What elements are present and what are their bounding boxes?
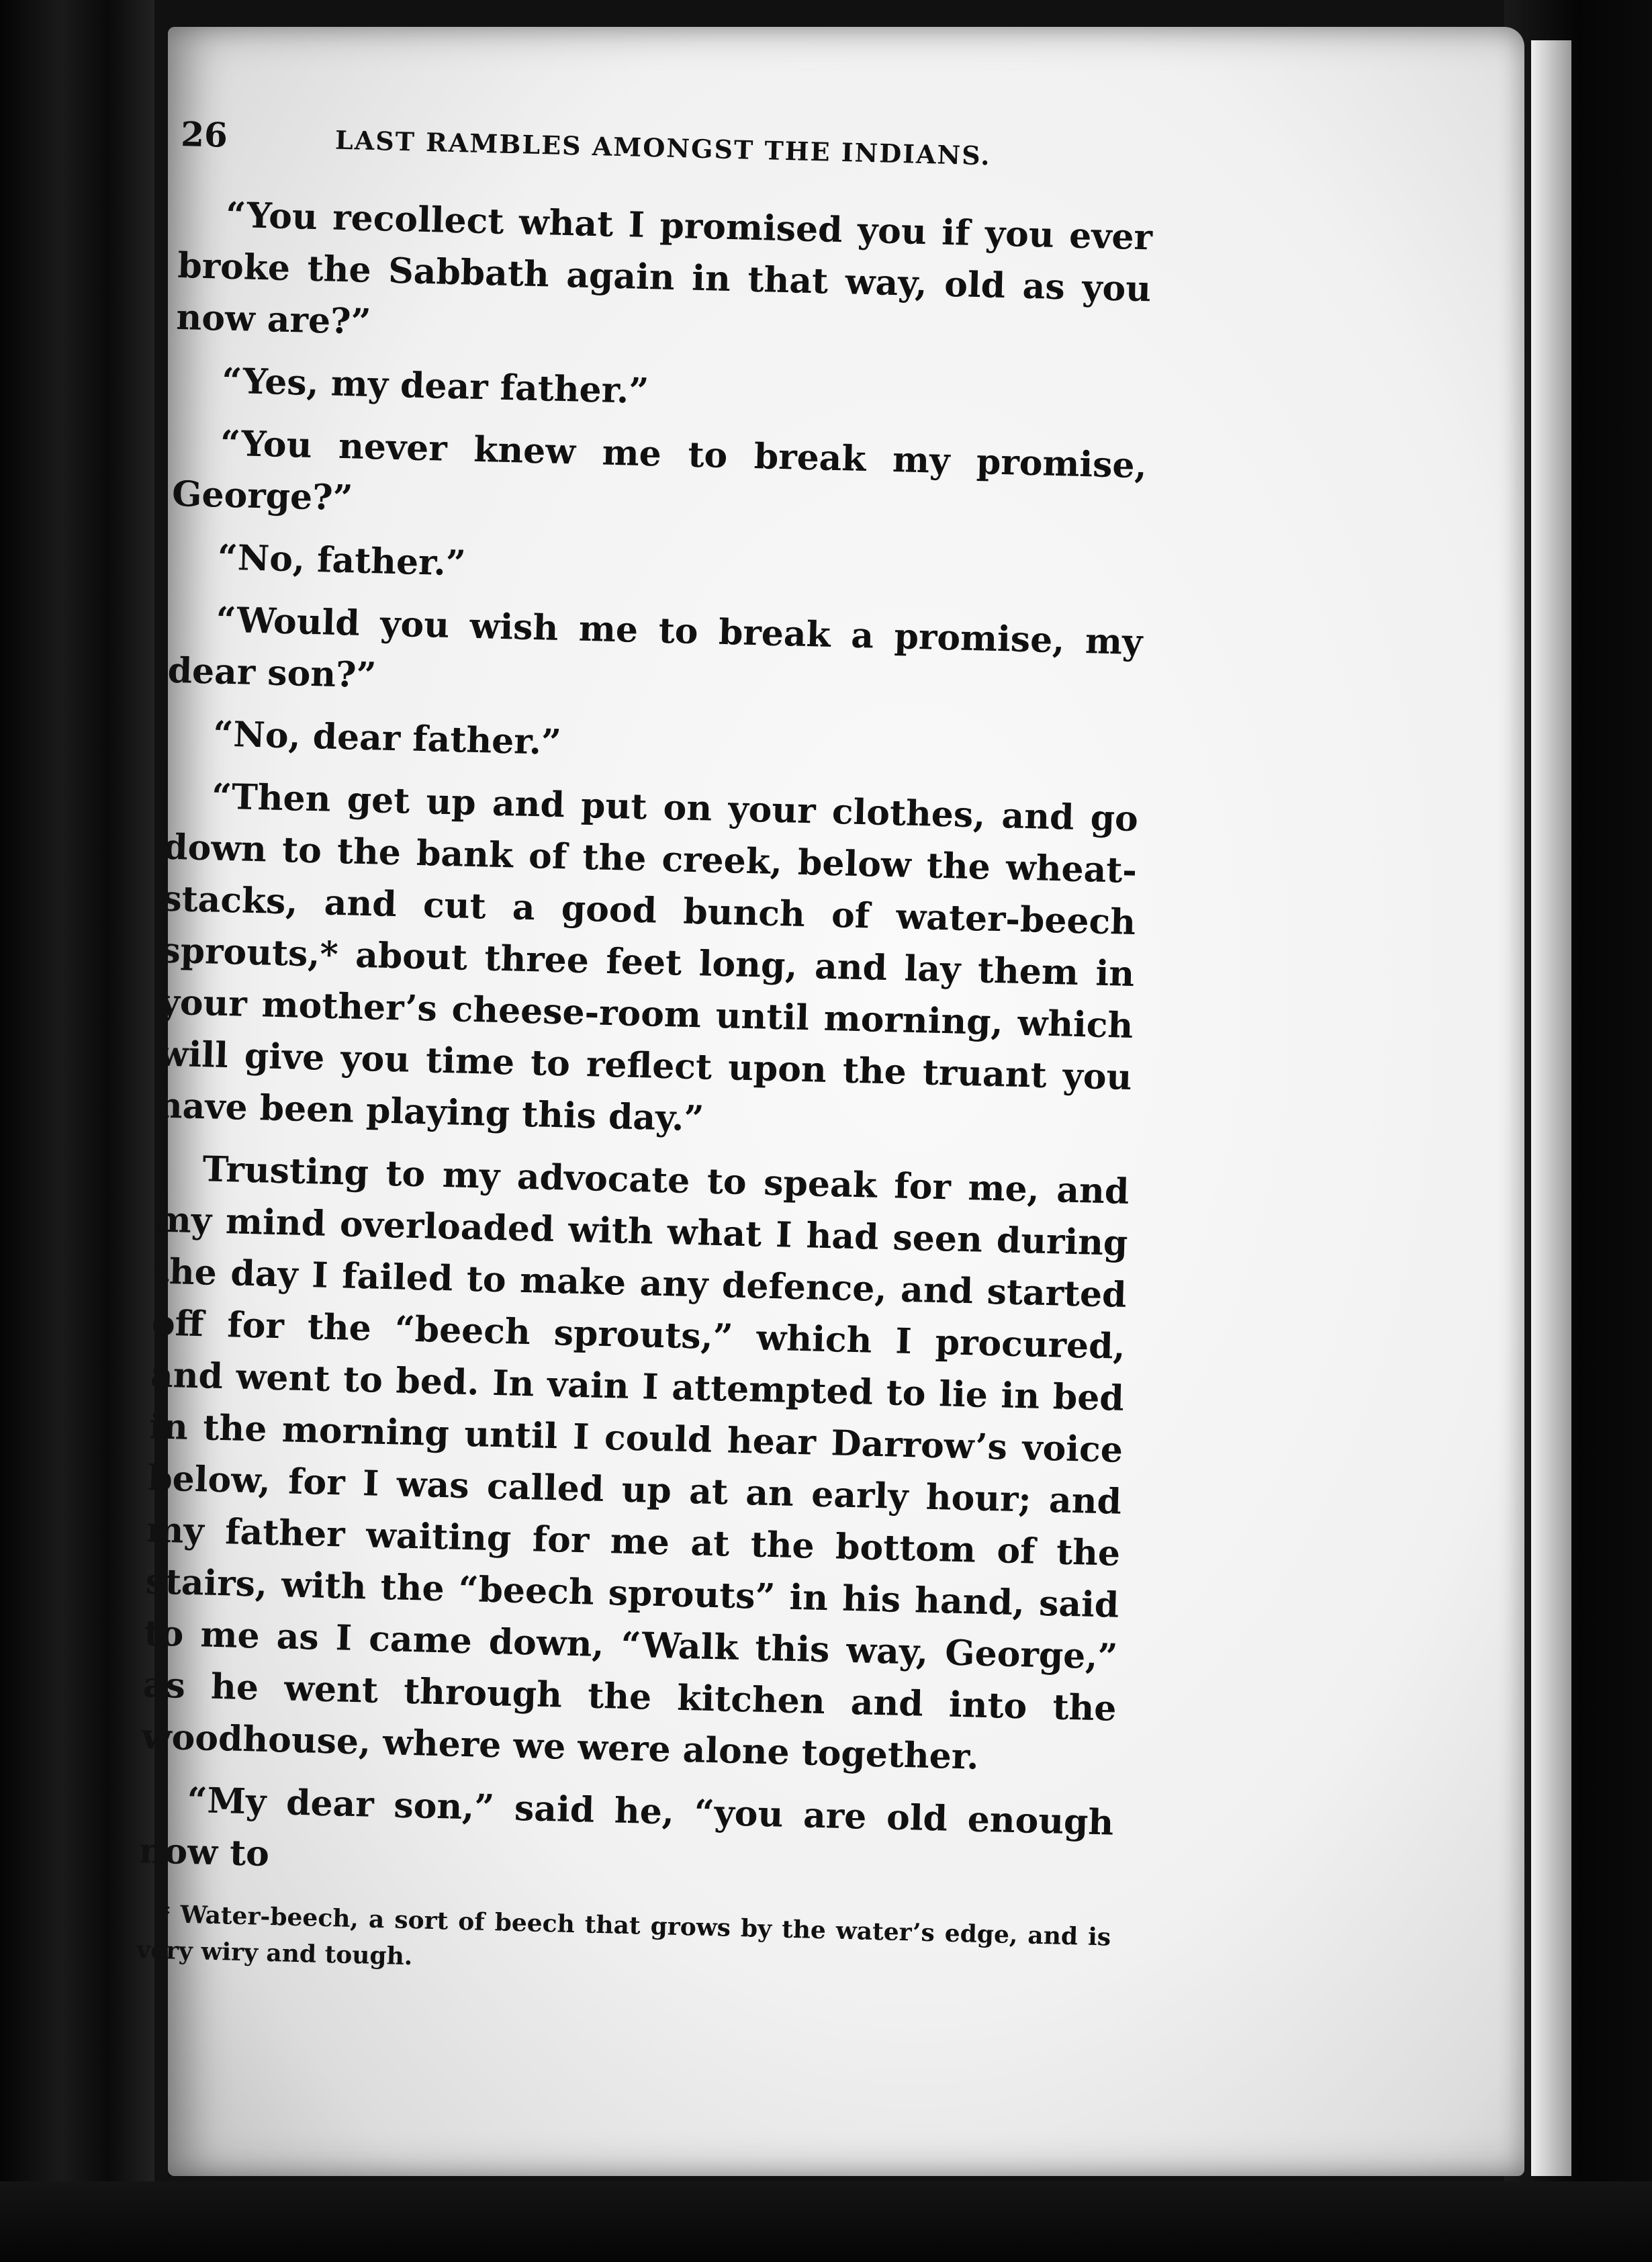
running-title: LAST RAMBLES AMONGST THE INDIANS. bbox=[334, 124, 992, 171]
adjacent-page-edge bbox=[1504, 0, 1652, 2262]
page-number: 26 bbox=[180, 114, 228, 155]
paragraph: “You never knew me to break my promise, George?” bbox=[171, 422, 1148, 519]
page-fore-edge bbox=[1531, 40, 1571, 2176]
footnote: * Water-beech, a sort of beech that grows by the water’s edge, and is very wiry and tough. bbox=[136, 1899, 1111, 1971]
page-content bbox=[136, 114, 1155, 2016]
paragraph: “My dear son,” said he, “you are old enough now to bbox=[138, 1779, 1114, 1874]
paragraph: “No, father.” bbox=[217, 537, 467, 584]
paragraph: “No, dear father.” bbox=[212, 713, 562, 764]
scan-bottom-border bbox=[0, 2181, 1652, 2262]
paragraph: “Would you wish me to break a promise, my dear son?” bbox=[167, 599, 1143, 696]
book-binding-shadow bbox=[0, 0, 154, 2262]
paragraph: “Yes, my dear father.” bbox=[221, 360, 649, 412]
paragraph: Trusting to my advocate to speak for me, and my mind overloaded with what I had seen during the day I failed to make any defence, and started off for the “beech sprouts,” which I procured, and went to bed. In vain I attempted to lie in bed in the morning until I could hear Darrow’s voice below, for I was called up at an early hour; and my father waiting for me at the bottom of the stairs, with the “beech sprouts” in his hand, said to me as I came down, “Walk this way, George,” as he went through the kitchen and into the woodhouse, where we were alone together. bbox=[141, 1148, 1130, 1778]
paragraph: “Then get up and put on your clothes, and go down to the bank of the creek, below the wheat-stacks, and cut a good bunch of water-beech sprouts,* about three feet long, and lay them in your mother’s cheese-room until morning, which will give you time to reflect upon the truant you have been playing this day.” bbox=[156, 776, 1139, 1140]
paragraph: “You recollect what I promised you if you ever broke the Sabbath again in that way, old as you now are?” bbox=[175, 194, 1153, 343]
